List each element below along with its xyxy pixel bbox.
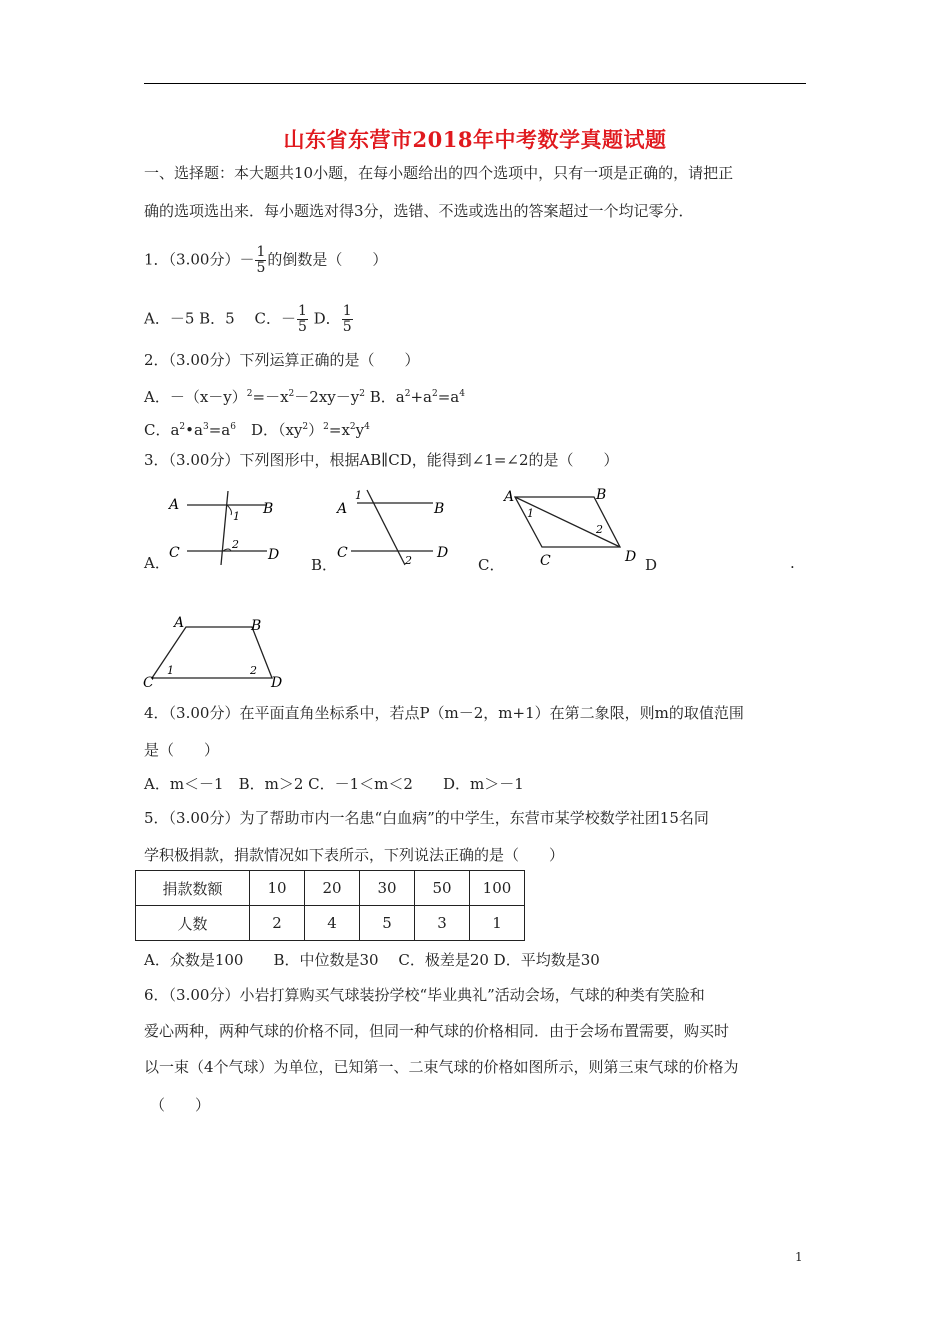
question-6-line1: 6．（3.00分）小岩打算购买气球装扮学校“毕业典礼”活动会场，气球的种类有笑脸和	[144, 986, 705, 1004]
angle-1: 1	[527, 507, 534, 520]
section-instruction-line2: 确的选项选出来．每小题选对得3分，选错、不选或选出的答案超过一个均记零分．	[144, 202, 694, 220]
table-cell: 10	[250, 871, 305, 906]
label-b: B	[251, 618, 262, 634]
label-b: B	[596, 487, 607, 503]
page-number: 1	[795, 1250, 803, 1264]
angle-2: 2	[232, 538, 239, 551]
question-6-line2: 爱心两种，两种气球的价格不同，但同一种气球的价格相同．由于会场布置需要，购买时	[144, 1022, 730, 1040]
option-d-label: D	[645, 556, 658, 574]
label-a: A	[504, 489, 515, 505]
angle-1: 1	[355, 489, 362, 502]
option-b-label: B．	[311, 556, 338, 574]
label-c: C	[143, 675, 154, 691]
table-cell: 5	[360, 906, 415, 941]
angle-2: 2	[250, 664, 257, 677]
question-5-options: A．众数是100 B．中位数是30 C．极差是20 D．平均数是30	[144, 951, 600, 969]
label-a: A	[169, 497, 180, 513]
table-cell: 100	[470, 871, 525, 906]
angle-1: 1	[167, 664, 174, 677]
question-5-line2: 学积极捐款，捐款情况如下表所示，下列说法正确的是（ ）	[144, 846, 565, 864]
label-a: A	[174, 615, 185, 631]
table-cell: 50	[415, 871, 470, 906]
question-4-options: A．m＜－1 B．m＞2 C．－1＜m＜2 D．m＞－1	[144, 775, 524, 793]
figure-option-c	[500, 485, 645, 570]
question-1-options: A．－5 B．5 C．－ $\frac{1}{5}$ D． $\frac{1}{5}$	[144, 303, 352, 335]
label-c: C	[337, 545, 348, 561]
question-2-options-cd: C．$a^2•a^3=a^6$ D．$(xy^2)^2=x^2y^4$	[144, 421, 370, 439]
label-c: C	[540, 553, 551, 569]
question-6-line3: 以一束（4个气球）为单位，已知第一、二束气球的价格如图所示，则第三束气球的价格为	[144, 1058, 739, 1076]
figure-option-d	[140, 612, 290, 692]
table-header-cell: 捐款数额	[136, 871, 250, 906]
table-cell: 30	[360, 871, 415, 906]
section-instruction-line1: 一、选择题：本大题共10小题，在每小题给出的四个选项中，只有一项是正确的，请把正	[144, 164, 734, 182]
question-4-line2: 是（ ）	[144, 741, 220, 759]
label-c: C	[169, 545, 180, 561]
question-1-stem: 1．（3.00分）－ $\frac{1}{5}$ 的倒数是（ ）	[144, 244, 388, 276]
trailing-dot: .	[790, 554, 795, 572]
fraction: $\frac{1}{5}$	[256, 244, 266, 276]
angle-1: 1	[233, 510, 240, 523]
table-cell: 2	[250, 906, 305, 941]
question-2-options-ab: A．$-(x-y)^2=-x^2-2xy-y^2$ B．$a^2+a^2=a^4$	[144, 388, 465, 406]
table-cell: 4	[305, 906, 360, 941]
label-b: B	[263, 501, 274, 517]
question-6-line4: （ ）	[150, 1096, 211, 1114]
label-d: D	[437, 545, 449, 561]
question-2-stem: 2．（3.00分）下列运算正确的是（ ）	[144, 351, 420, 369]
angle-2: 2	[405, 554, 412, 567]
table-cell: 3	[415, 906, 470, 941]
fraction: $\frac{1}{5}$	[297, 303, 307, 335]
label-d: D	[625, 549, 637, 565]
option-a-label: A．	[144, 554, 170, 572]
question-5-line1: 5．（3.00分）为了帮助市内一名患“白血病”的中学生，东营市某学校数学社团15名同	[144, 809, 709, 827]
table-cell: 20	[305, 871, 360, 906]
label-d: D	[268, 547, 280, 563]
figure-option-a	[165, 487, 290, 572]
table-row	[136, 906, 525, 941]
angle-2: 2	[596, 523, 603, 536]
figure-option-b	[333, 487, 458, 572]
label-d: D	[271, 675, 283, 691]
donation-table	[135, 870, 525, 941]
label-a: A	[337, 501, 348, 517]
fraction: $\frac{1}{5}$	[342, 303, 352, 335]
table-header-cell: 人数	[136, 906, 250, 941]
table-row	[136, 871, 525, 906]
option-c-label: C．	[478, 556, 505, 574]
header-rule	[144, 83, 806, 84]
question-4-line1: 4．（3.00分）在平面直角坐标系中，若点P（m－2，m+1）在第二象限，则m的取值范围	[144, 704, 744, 722]
table-cell: 1	[470, 906, 525, 941]
question-3-stem: 3．（3.00分）下列图形中，根据AB∥CD，能得到∠1=∠2的是（ ）	[144, 451, 619, 469]
page-title: 山东省东营市2018年中考数学真题试题	[283, 127, 667, 152]
label-b: B	[434, 501, 445, 517]
